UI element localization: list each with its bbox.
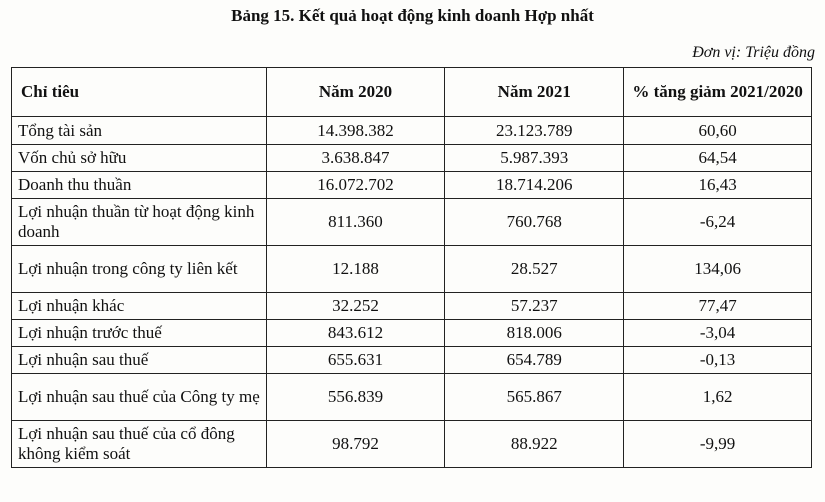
row-label: Lợi nhuận trong công ty liên kết [12,246,267,293]
table-row [12,421,812,468]
value-change: 16,43 [624,172,812,199]
row-label: Doanh thu thuần [12,172,267,199]
table-row [12,293,812,320]
row-label: Vốn chủ sở hữu [12,145,267,172]
value-change: 60,60 [624,117,812,145]
value-2020: 655.631 [266,347,445,374]
value-change: 134,06 [624,246,812,293]
table-row [12,347,812,374]
row-label: Lợi nhuận thuần từ hoạt động kinh doanh [12,199,267,246]
value-2021: 23.123.789 [445,117,624,145]
value-2020: 14.398.382 [266,117,445,145]
value-2020: 98.792 [266,421,445,468]
row-label: Tổng tài sản [12,117,267,145]
value-2021: 5.987.393 [445,145,624,172]
value-2020: 556.839 [266,374,445,421]
value-2021: 57.237 [445,293,624,320]
row-label: Lợi nhuận sau thuế của cổ đông không kiểm soát [12,421,267,468]
value-2020: 32.252 [266,293,445,320]
value-2020: 16.072.702 [266,172,445,199]
table-row [12,117,812,145]
table-row [12,246,812,293]
value-2020: 12.188 [266,246,445,293]
value-2021: 818.006 [445,320,624,347]
header-row [12,68,812,117]
value-2020: 3.638.847 [266,145,445,172]
value-change: 1,62 [624,374,812,421]
results-table [11,67,812,468]
value-2021: 654.789 [445,347,624,374]
value-change: -9,99 [624,421,812,468]
table-row [12,145,812,172]
header-indicator: Chỉ tiêu [12,68,267,117]
row-label: Lợi nhuận trước thuế [12,320,267,347]
row-label: Lợi nhuận khác [12,293,267,320]
value-2021: 760.768 [445,199,624,246]
table-row [12,374,812,421]
value-change: -6,24 [624,199,812,246]
unit-note: Đơn vị: Triệu đồng [692,44,815,61]
header-year-2020: Năm 2020 [266,68,445,117]
table-row [12,172,812,199]
value-2020: 811.360 [266,199,445,246]
value-change: -3,04 [624,320,812,347]
value-change: 77,47 [624,293,812,320]
row-label: Lợi nhuận sau thuế [12,347,267,374]
row-label: Lợi nhuận sau thuế của Công ty mẹ [12,374,267,421]
table-title: Bảng 15. Kết quả hoạt động kinh doanh Hợp nhất [231,6,594,25]
header-year-2021: Năm 2021 [445,68,624,117]
value-2021: 88.922 [445,421,624,468]
value-change: -0,13 [624,347,812,374]
table-row [12,320,812,347]
table-row [12,199,812,246]
value-2021: 565.867 [445,374,624,421]
value-2021: 28.527 [445,246,624,293]
value-2020: 843.612 [266,320,445,347]
header-change-pct: % tăng giảm 2021/2020 [624,68,812,117]
value-2021: 18.714.206 [445,172,624,199]
value-change: 64,54 [624,145,812,172]
